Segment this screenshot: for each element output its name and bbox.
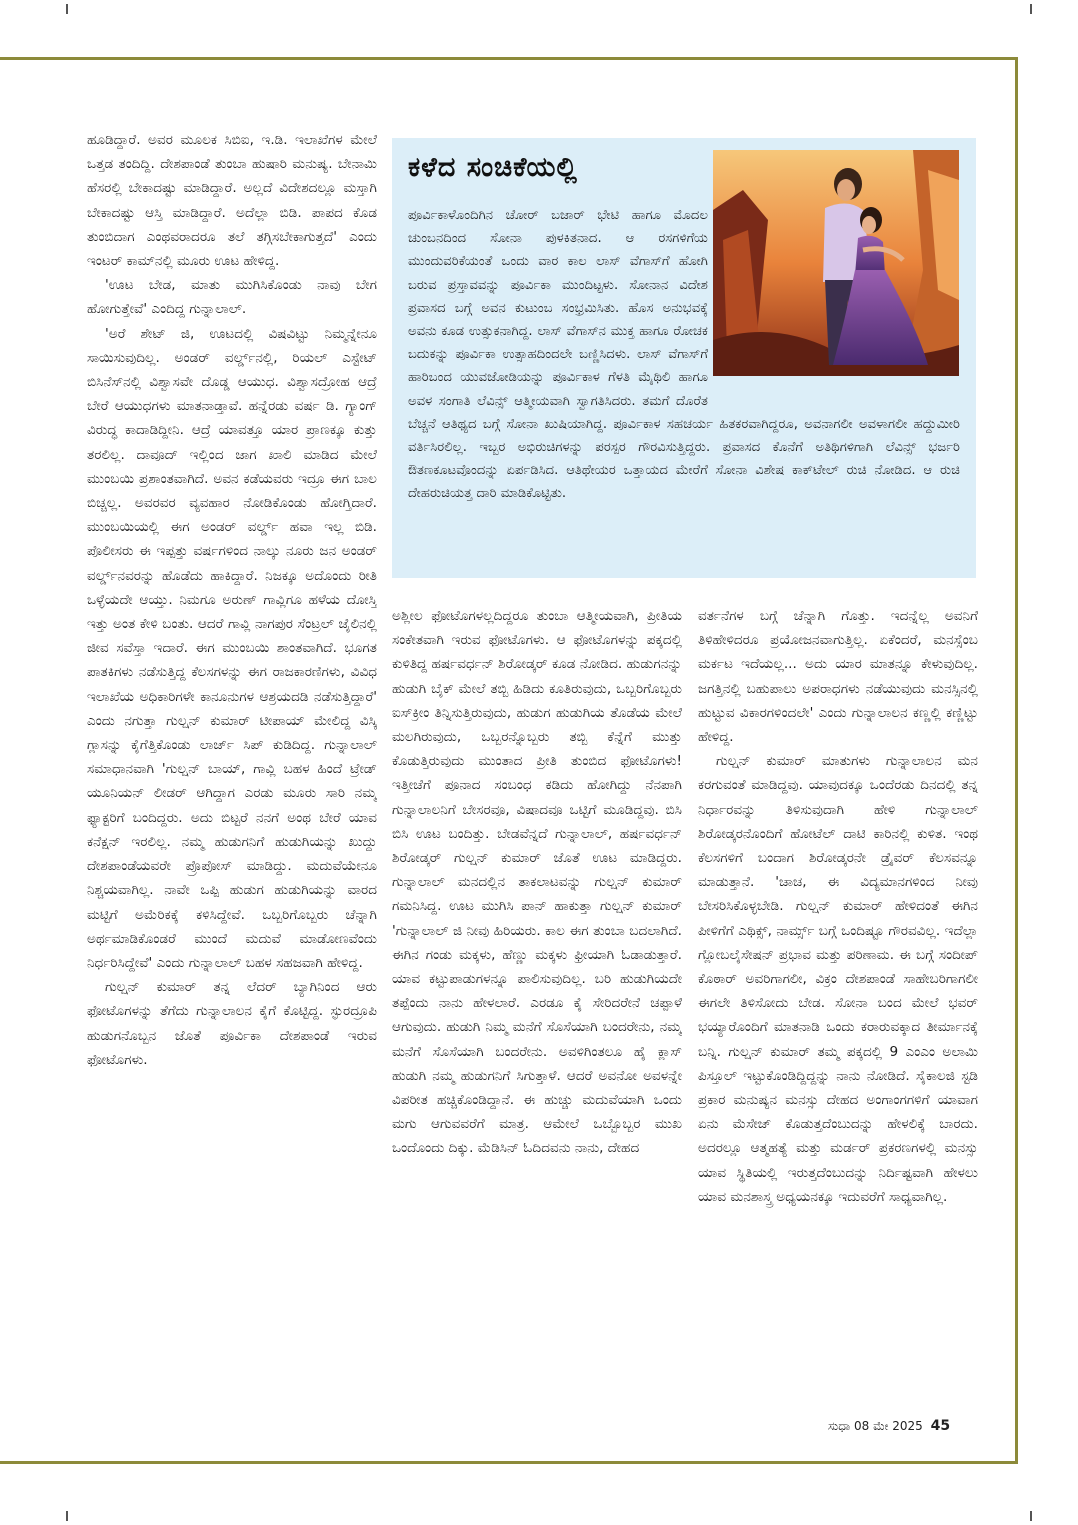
crop-mark bbox=[1030, 4, 1032, 14]
article-column-1 bbox=[87, 128, 377, 1398]
previous-episode-box bbox=[392, 138, 976, 578]
paragraph: 'ಅರೆ ಶೇಟ್ ಜಿ, ಊಟದಲ್ಲಿ ವಿಷವಿಟ್ಟು ನಿಮ್ಮನ್ನೇನೂ ಸಾಯಿಸುವುದಿಲ್ಲ. ಅಂಡರ್ ವರ್ಲ್ಡ್‌ನಲ್ಲಿ, ರಿಯಲ್ ಎಸ್ಟೇಟ್ ಬಿಸಿನೆಸ್‌ನಲ್ಲಿ ವಿಶ್ವಾಸವೇ ದೊಡ್ಡ ಆಯುಧ. ವಿಶ್ವಾಸದ್ರೋಹ ಆದ್ರೆ ಬೇರೆ ಆಯುಧಗಳು ಮಾತನಾಡ್ತಾವೆ. ಹನ್ನೆರಡು ವರ್ಷ ಡಿ. ಗ್ಯಾಂಗ್ ವಿರುದ್ಧ ಕಾದಾಡಿದ್ದೀನಿ. ಆದ್ರೆ ಯಾವತ್ತೂ ಯಾರ ಪ್ರಾಣಕ್ಕೂ ಕುತ್ತು ತರಲಿಲ್ಲ. ದಾವೂದ್ ಇಲ್ಲಿಂದ ಜಾಗ ಖಾಲಿ ಮಾಡಿದ ಮೇಲೆ ಮುಂಬಯಿ ಪ್ರಶಾಂತವಾಗಿದೆ. ಅವನ ಕಡೆಯವರು ಇದ್ರೂ ಈಗ ಬಾಲ ಬಿಚ್ಚಲ್ಲ. ಅವರವರ ವ್ಯವಹಾರ ನೋಡಿಕೊಂಡು ಹೋಗ್ತಿದಾರೆ. ಮುಂಬಯಿಯಲ್ಲಿ ಈಗ ಅಂಡರ್ ವರ್ಲ್ಡ್ ಹವಾ ಇಲ್ಲ ಬಿಡಿ. ಪೊಲೀಸರು ಈ ಇಪ್ಪತ್ತು ವರ್ಷಗಳಿಂದ ನಾಲ್ಕು ನೂರು ಜನ ಅಂಡರ್ ವರ್ಲ್ಡ್‌ನವರನ್ನು ಹೊಡೆದು ಹಾಕಿದ್ದಾರೆ. ನಿಜಕ್ಕೂ ಅದೊಂದು ರೀತಿ ಒಳ್ಳೆಯದೇ ಆಯ್ತು. ನಿಮಗೂ ಅರುಣ್ ಗಾವ್ಲಿಗೂ ಹಳೆಯ ದೋಸ್ತಿ ಇತ್ತು ಅಂತ ಕೇಳಿ ಬಂತು. ಆದರೆ ಗಾವ್ಲಿ ನಾಗಪುರ ಸೆಂಟ್ರಲ್ ಜೈಲಿನಲ್ಲಿ ಜೀವ ಸವೆಸ್ತಾ ಇದಾರೆ. ಈಗ ಮುಂಬಯಿ ಶಾಂತವಾಗಿದೆ. ಭೂಗತ ಪಾತಕಿಗಳು ನಡೆಸುತ್ತಿದ್ದ ಕೆಲಸಗಳನ್ನು ಈಗ ರಾಜಕಾರಣಿಗಳು, ವಿವಿಧ ಇಲಾಖೆಯ ಅಧಿಕಾರಿಗಳೇ ಕಾನೂನುಗಳ ಆಶ್ರಯದಡಿ ನಡೆಸುತ್ತಿದ್ದಾರೆ' ಎಂದು ನಗುತ್ತಾ ಗುಲ್ಷನ್ ಕುಮಾರ್ ಟೀಪಾಯ್ ಮೇಲಿದ್ದ ವಿಸ್ಕಿ ಗ್ಲಾಸನ್ನು ಕೈಗೆತ್ತಿಕೊಂಡು ಲಾರ್ಜ್ ಸಿಪ್ ಕುಡಿದಿದ್ದ. ಗುನ್ನಾಲಾಲ್ ಸಮಾಧಾನವಾಗಿ 'ಗುಲ್ಷನ್ ಬಾಯ್, ಗಾವ್ಲಿ ಬಹಳ ಹಿಂದೆ ಟ್ರೇಡ್ ಯೂನಿಯನ್ ಲೀಡರ್ ಆಗಿದ್ದಾಗ ಎರಡು ಮೂರು ಸಾರಿ ನಮ್ಮ ಫ್ಯಾಕ್ಟರಿಗೆ ಬಂದಿದ್ದರು. ಅದು ಬಿಟ್ಟರೆ ನನಗೆ ಅಂಥ ಬೇರೆ ಯಾವ ಕನೆಕ್ಷನ್ ಇರಲಿಲ್ಲ. ನಮ್ಮ ಹುಡುಗನಿಗೆ ಹುಡುಗಿಯನ್ನು ಖುದ್ದು ದೇಶಪಾಂಡೆಯವರೇ ಪ್ರೊಪೋಸ್ ಮಾಡಿದ್ದು. ಮದುವೆಯೇನೂ ನಿಶ್ಚಯವಾಗಿಲ್ಲ. ನಾವೇ ಒಪ್ಪಿ ಹುಡುಗ ಹುಡುಗಿಯನ್ನು ವಾರದ ಮಟ್ಟಿಗೆ ಅಮೆರಿಕಕ್ಕೆ ಕಳಿಸಿದ್ದೇವೆ. ಒಬ್ಬರಿಗೊಬ್ಬರು ಚೆನ್ನಾಗಿ ಅರ್ಥಮಾಡಿಕೊಂಡರೆ ಮುಂದೆ ಮದುವೆ ಮಾಡೋಣವೆಂದು ನಿರ್ಧರಿಸಿದ್ದೇವೆ' ಎಂದು ಗುನ್ನಾಲಾಲ್ ಬಹಳ ಸಹಜವಾಗಿ ಹೇಳಿದ್ದ. bbox=[87, 325, 377, 971]
article-column-3 bbox=[698, 604, 978, 1399]
previous-episode-summary bbox=[408, 204, 960, 506]
article-column-2 bbox=[392, 604, 682, 1399]
paragraph: ಅಶ್ಲೀಲ ಫೋಟೊಗಳಲ್ಲದಿದ್ದರೂ ತುಂಬಾ ಆತ್ಮೀಯವಾಗಿ, ಪ್ರೀತಿಯ ಸಂಕೇತವಾಗಿ ಇರುವ ಫೋಟೊಗಳು. ಆ ಫೋಟೊಗಳನ್ನು ಪಕ್ಕದಲ್ಲಿ ಕುಳಿತಿದ್ದ ಹರ್ಷವರ್ಧನ್ ಶಿರೋಡ್ಕರ್ ಕೂಡ ನೋಡಿದ. ಹುಡುಗನನ್ನು ಹುಡುಗಿ ಬೈಕ್ ಮೇಲೆ ತಬ್ಬಿ ಹಿಡಿದು ಕೂತಿರುವುದು, ಒಬ್ಬರಿಗೊಬ್ಬರು ಐಸ್‌ಕ್ರೀಂ ತಿನ್ನಿಸುತ್ತಿರುವುದು, ಹುಡುಗ ಹುಡುಗಿಯ ತೊಡೆಯ ಮೇಲೆ ಮಲಗಿರುವುದು, ಒಬ್ಬರನ್ನೊಬ್ಬರು ತಬ್ಬಿ ಕೆನ್ನೆಗೆ ಮುತ್ತು ಕೊಡುತ್ತಿರುವುದು ಮುಂತಾದ ಪ್ರೀತಿ ತುಂಬಿದ ಫೋಟೊಗಳು! ಇತ್ತೀಚೆಗೆ ಪೂನಾದ ಸಂಬಂಧ ಕಡಿದು ಹೋಗಿದ್ದು ನೆನಪಾಗಿ ಗುನ್ನಾಲಾಲನಿಗೆ ಬೇಸರವೂ, ವಿಷಾದವೂ ಒಟ್ಟಿಗೆ ಮೂಡಿದ್ದವು. ಬಿಸಿ ಬಿಸಿ ಊಟ ಬಂದಿತ್ತು. ಬೇಡವೆನ್ನದೆ ಗುನ್ನಾಲಾಲ್, ಹರ್ಷವರ್ಧನ್ ಶಿರೋಡ್ಕರ್ ಗುಲ್ಷನ್ ಕುಮಾರ್ ಜೊತೆ ಊಟ ಮಾಡಿದ್ದರು. ಗುನ್ನಾಲಾಲ್ ಮನದಲ್ಲಿನ ತಾಕಲಾಟವನ್ನು ಗುಲ್ಷನ್ ಕುಮಾರ್ ಗಮನಿಸಿದ್ದ. ಊಟ ಮುಗಿಸಿ ಪಾನ್ ಹಾಕುತ್ತಾ ಗುಲ್ಷನ್ ಕುಮಾರ್ 'ಗುನ್ನಾಲಾಲ್ ಜಿ ನೀವು ಹಿರಿಯರು. ಕಾಲ ಈಗ ತುಂಬಾ ಬದಲಾಗಿದೆ. ಈಗಿನ ಗಂಡು ಮಕ್ಕಳು, ಹೆಣ್ಣು ಮಕ್ಕಳು ಫ್ರೀಯಾಗಿ ಓಡಾಡುತ್ತಾರೆ. ಯಾವ ಕಟ್ಟುಪಾಡುಗಳನ್ನೂ ಪಾಲಿಸುವುದಿಲ್ಲ. ಬರಿ ಹುಡುಗಿಯದೇ ತಪ್ಪೆಂದು ನಾನು ಹೇಳಲಾರೆ. ಎರಡೂ ಕೈ ಸೇರಿದರೇನೆ ಚಪ್ಪಾಳೆ ಆಗುವುದು. ಹುಡುಗಿ ನಿಮ್ಮ ಮನೆಗೆ ಸೊಸೆಯಾಗಿ ಬಂದರೇನು, ನಮ್ಮ ಮನೆಗೆ ಸೊಸೆಯಾಗಿ ಬಂದರೇನು. ಅವಳಿಗಿಂತಲೂ ಹೈ ಕ್ಲಾಸ್ ಹುಡುಗಿ ನಮ್ಮ ಹುಡುಗನಿಗೆ ಸಿಗುತ್ತಾಳೆ. ಆದರೆ ಅವನೋ ಅವಳನ್ನೇ ವಿಪರೀತ ಹಚ್ಚಿಕೊಂಡಿದ್ದಾನೆ. ಈ ಹುಚ್ಚು ಮದುವೆಯಾಗಿ ಒಂದು ಮಗು ಆಗುವವರೆಗೆ ಮಾತ್ರ. ಆಮೇಲೆ ಒಬ್ಬೊಬ್ಬರ ಮುಖ ಒಂದೊಂದು ದಿಕ್ಕು. ಮೆಡಿಸಿನ್ ಓದಿದವನು ನಾನು, ದೇಹದ bbox=[392, 608, 682, 1157]
page-footer bbox=[828, 1418, 950, 1434]
page-number: 45 bbox=[930, 1418, 951, 1434]
crop-mark bbox=[66, 1511, 68, 1521]
paragraph: ವರ್ತನೆಗಳ ಬಗ್ಗೆ ಚೆನ್ನಾಗಿ ಗೊತ್ತು. ಇದನ್ನೆಲ್ಲ ಅವನಿಗೆ ತಿಳಿಹೇಳಿದರೂ ಪ್ರಯೋಜನವಾಗುತ್ತಿಲ್ಲ. ಏಕೆಂದರೆ, ಮನಸ್ಸೆಂಬ ಮರ್ಕಟ ಇದೆಯಲ್ಲ... ಅದು ಯಾರ ಮಾತನ್ನೂ ಕೇಳುವುದಿಲ್ಲ. ಜಗತ್ತಿನಲ್ಲಿ ಬಹುಪಾಲು ಅಪರಾಧಗಳು ನಡೆಯುವುದು ಮನಸ್ಸಿನಲ್ಲಿ ಹುಟ್ಟುವ ವಿಕಾರಗಳಿಂದಲೇ' ಎಂದು ಗುನ್ನಾಲಾಲನ ಕಣ್ಣಲ್ಲಿ ಕಣ್ಣಿಟ್ಟು ಹೇಳಿದ್ದ. bbox=[698, 608, 978, 746]
paragraph: ಗುಲ್ಷನ್ ಕುಮಾರ್ ಮಾತುಗಳು ಗುನ್ನಾಲಾಲನ ಮನ ಕರಗುವಂತೆ ಮಾಡಿದ್ದವು. ಯಾವುದಕ್ಕೂ ಒಂದೆರಡು ದಿನದಲ್ಲಿ ತನ್ನ ನಿರ್ಧಾರವನ್ನು ತಿಳಿಸುವುದಾಗಿ ಹೇಳಿ ಗುನ್ನಾಲಾಲ್ ಶಿರೋಡ್ಕರನೊಂದಿಗೆ ಹೋಟೆಲ್ ದಾಟಿ ಕಾರಿನಲ್ಲಿ ಕುಳಿತ. ಇಂಥ ಕೆಲಸಗಳಿಗೆ ಬಂದಾಗ ಶಿರೋಡ್ಕರನೇ ಡ್ರೈವರ್ ಕೆಲಸವನ್ನೂ ಮಾಡುತ್ತಾನೆ. 'ಚಾಚ, ಈ ವಿದ್ಯಮಾನಗಳಿಂದ ನೀವು ಬೇಸರಿಸಿಕೊಳ್ಳಬೇಡಿ. ಗುಲ್ಷನ್ ಕುಮಾರ್ ಹೇಳಿದಂತೆ ಈಗಿನ ಪೀಳಿಗೆಗೆ ಎಥಿಕ್ಸ್, ನಾರ್ಮ್ಸ್ ಬಗ್ಗೆ ಒಂದಿಷ್ಟೂ ಗೌರವವಿಲ್ಲ. ಇದೆಲ್ಲಾ ಗ್ಲೋಬಲೈಸೇಷನ್ ಪ್ರಭಾವ ಮತ್ತು ಪರಿಣಾಮ. ಈ ಬಗ್ಗೆ ಸಂದೀಪ್ ಕೊಠಾರ್ ಅವರಿಗಾಗಲೀ, ವಿಕ್ರಂ ದೇಶಪಾಂಡೆ ಸಾಹೇಬರಿಗಾಗಲೀ ಈಗಲೇ ತಿಳಿಸೋದು ಬೇಡ. ಸೋನಾ ಬಂದ ಮೇಲೆ ಭವರ್ ಭಯ್ಯಾರೊಂದಿಗೆ ಮಾತನಾಡಿ ಒಂದು ಕರಾರುವಕ್ಕಾದ ತೀರ್ಮಾನಕ್ಕೆ ಬನ್ನಿ. ಗುಲ್ಷನ್ ಕುಮಾರ್ ತಮ್ಮ ಪಕ್ಕದಲ್ಲಿ 9 ಎಂಎಂ ಅಲಾಮಿ ಪಿಸ್ತೂಲ್ ಇಟ್ಟುಕೊಂಡಿದ್ದಿದ್ದನ್ನು ನಾನು ನೋಡಿದೆ. ಸೈಕಾಲಜಿ ಸ್ಟಡಿ ಪ್ರಕಾರ ಮನುಷ್ಯನ ಮನಸ್ಸು ದೇಹದ ಅಂಗಾಂಗಗಳಿಗೆ ಯಾವಾಗ ಏನು ಮೆಸೇಜ್ ಕೊಡುತ್ತದೆಂಬುದನ್ನು ಹೇಳಲಿಕ್ಕೆ ಬಾರದು. ಅದರಲ್ಲೂ ಆತ್ಮಹತ್ಯೆ ಮತ್ತು ಮರ್ಡರ್ ಪ್ರಕರಣಗಳಲ್ಲಿ ಮನಸ್ಸು ಯಾವ ಸ್ಥಿತಿಯಲ್ಲಿ ಇರುತ್ತದೆಂಬುದನ್ನು ನಿರ್ದಿಷ್ಟವಾಗಿ ಹೇಳಲು ಯಾವ ಮನಶಾಸ್ತ್ರ ಅಧ್ಯಯನಕ್ಕೂ ಇದುವರೆಗೆ ಸಾಧ್ಯವಾಗಿಲ್ಲ. bbox=[698, 753, 978, 1205]
issue-date: 08 ಮೇ 2025 bbox=[854, 1419, 923, 1433]
paragraph: ಗುಲ್ಷನ್ ಕುಮಾರ್ ತನ್ನ ಲೆದರ್ ಬ್ಯಾಗಿನಿಂದ ಆರು ಫೋಟೊಗಳನ್ನು ತೆಗೆದು ಗುನ್ನಾಲಾಲನ ಕೈಗೆ ಕೊಟ್ಟಿದ್ದ. ಸ್ಫುರದ್ರೂಪಿ ಹುಡುಗನೊಬ್ಬನ ಜೊತೆ ಪೂರ್ವಿಕಾ ದೇಶಪಾಂಡೆ ಇರುವ ಫೋಟೊಗಳು. bbox=[87, 979, 377, 1068]
paragraph: 'ಊಟ ಬೇಡ, ಮಾತು ಮುಗಿಸಿಕೊಂಡು ನಾವು ಬೇಗ ಹೋಗುತ್ತೇವೆ' ಎಂದಿದ್ದ ಗುನ್ನಾಲಾಲ್. bbox=[87, 277, 377, 318]
crop-mark bbox=[1030, 1511, 1032, 1521]
magazine-name: ಸುಧಾ bbox=[828, 1419, 851, 1433]
summary-text: ಪೂರ್ವಿಕಾಳೊಂದಿಗಿನ ಚೋರ್ ಬಜಾರ್ ಭೇಟಿ ಹಾಗೂ ಮೊದಲ ಚುಂಬನದಿಂದ ಸೋನಾ ಪುಳಕಿತನಾದ. ಆ ರಸಗಳಿಗೆಯ ಮುಂದುವರಿಕೆಯಂತೆ ಒಂದು ವಾರ ಕಾಲ ಲಾಸ್ ವೆಗಾಸ್‌ಗೆ ಹೋಗಿ ಬರುವ ಪ್ರಸ್ತಾವವನ್ನು ಪೂರ್ವಿಕಾ ಮುಂದಿಟ್ಟಳು. ಸೋನಾನ ವಿದೇಶ ಪ್ರವಾಸದ ಬಗ್ಗೆ ಅವನ ಕುಟುಂಬ ಸಂಭ್ರಮಿಸಿತು. ಹೊಸ ಅನುಭವಕ್ಕೆ ಅವನು ಕೂಡ ಉತ್ಸುಕನಾಗಿದ್ದ. ಲಾಸ್ ವೆಗಾಸ್‌ನ ಮುಕ್ತ ಹಾಗೂ ರೋಚಕ ಬದುಕನ್ನು ಪೂರ್ವಿಕಾ ಉತ್ಸಾಹದಿಂದಲೇ ಬಣ್ಣಿಸಿದಳು. ಲಾಸ್ ವೆಗಾಸ್‌ಗೆ ಹಾರಿಬಂದ ಯುವಜೋಡಿಯನ್ನು ಪೂರ್ವಿಕಾಳ ಗೆಳತಿ ಮೈಥಿಲಿ ಹಾಗೂ ಅವಳ ಸಂಗಾತಿ ಲೆವಿನ್ಸ್ ಆತ್ಮೀಯವಾಗಿ ಸ್ವಾಗತಿಸಿದರು. ತಮಗೆ ದೊರೆತ ಬೆಚ್ಚನೆ ಆತಿಥ್ಯದ ಬಗ್ಗೆ ಸೋನಾ ಖುಷಿಯಾಗಿದ್ದ. ಪೂರ್ವಿಕಾಳ ಸಹಚರ್ಯ ಹಿತಕರವಾಗಿದ್ದರೂ, ಅವನಾಗಲೀ ಅವಳಾಗಲೀ ಹದ್ದುಮೀರಿ ವರ್ತಿಸಿರಲಿಲ್ಲ. ಇಬ್ಬರ ಅಭಿರುಚಿಗಳನ್ನು ಪರಸ್ಪರ ಗೌರವಿಸುತ್ತಿದ್ದರು. ಪ್ರವಾಸದ ಕೊನೆಗೆ ಅತಿಥಿಗಳಿಗಾಗಿ ಲೆವಿನ್ಸ್ ಭರ್ಜರಿ ಔತಣಕೂಟವೊಂದನ್ನು ಏರ್ಪಡಿಸಿದ. ಆತಿಥೇಯರ ಒತ್ತಾಯದ ಮೇರೆಗೆ ಸೋನಾ ವಿಶೇಷ ಕಾಕ್‌ಟೇಲ್ ರುಚಿ ನೋಡಿದ. ಆ ರುಚಿ ದೇಹರುಚಿಯತ್ತ ದಾರಿ ಮಾಡಿಕೊಟ್ಟಿತು. bbox=[408, 208, 960, 502]
paragraph: ಹೂಡಿದ್ದಾರೆ. ಅವರ ಮೂಲಕ ಸಿಬಿಐ, ಇ.ಡಿ. ಇಲಾಖೆಗಳ ಮೇಲೆ ಒತ್ತಡ ತಂದಿದ್ದಿ. ದೇಶಪಾಂಡೆ ತುಂಬಾ ಹುಷಾರಿ ಮನುಷ್ಯ. ಬೇನಾಮಿ ಹೆಸರಲ್ಲಿ ಬೇಕಾದಷ್ಟು ಮಾಡಿದ್ದಾರೆ. ಅಲ್ಲದೆ ವಿದೇಶದಲ್ಲೂ ಮಸ್ತಾಗಿ ಬೇಕಾದಷ್ಟು ಆಸ್ತಿ ಮಾಡಿದ್ದಾರೆ. ಅದೆಲ್ಲಾ ಬಿಡಿ. ಪಾಪದ ಕೊಡ ತುಂಬಿದಾಗ ಎಂಥವರಾದರೂ ತಲೆ ತಗ್ಗಿಸಬೇಕಾಗುತ್ತದೆ' ಎಂದು ಇಂಟರ್ ಕಾಮ್‌ನಲ್ಲಿ ಮೂರು ಊಟ ಹೇಳಿದ್ದ. bbox=[87, 132, 377, 270]
previous-episode-title: ಕಳೆದ ಸಂಚಿಕೆಯಲ್ಲಿ bbox=[408, 152, 578, 183]
crop-mark bbox=[66, 4, 68, 14]
image-spacer bbox=[708, 204, 960, 390]
